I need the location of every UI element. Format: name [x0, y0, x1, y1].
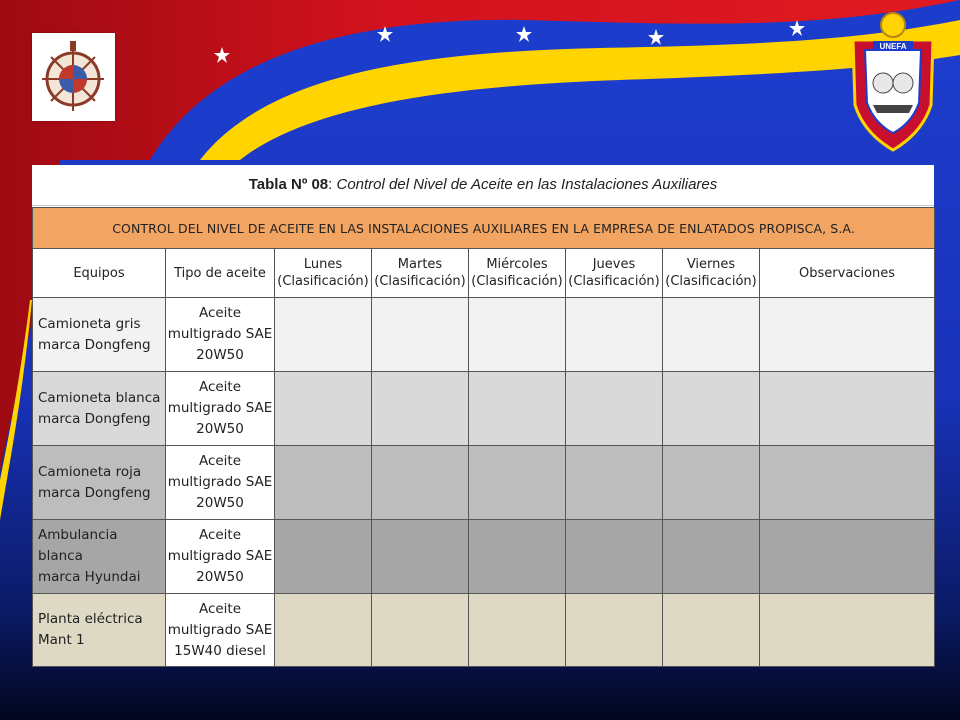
cell-equipo	[33, 446, 166, 520]
cell-equipo	[33, 594, 166, 667]
header-equipos: Equipos	[33, 249, 166, 298]
unefa-logo-text: UNEFA	[879, 42, 907, 51]
table-row	[33, 446, 935, 520]
crest-icon	[32, 33, 115, 121]
aceite-line: Aceite	[198, 600, 242, 617]
header-viernes-clasificacion: (Clasificación)	[665, 274, 757, 289]
cell-equipo	[33, 372, 166, 446]
header-jueves-clasificacion: (Clasificación)	[568, 274, 660, 289]
cell-observaciones	[760, 298, 935, 372]
cell-lunes	[275, 520, 372, 594]
cell-miercoles	[469, 594, 566, 667]
equipo-line: Mant 1	[38, 632, 85, 648]
table-row	[33, 298, 935, 372]
equipo-line: Camioneta gris	[38, 315, 141, 332]
cell-observaciones	[760, 594, 935, 667]
table-row	[33, 372, 935, 446]
table-caption	[32, 165, 934, 206]
cell-aceite	[166, 298, 275, 372]
aceite-line: multigrado SAE	[167, 548, 273, 564]
equipo-line: Camioneta blanca	[38, 389, 161, 406]
equipo-line: Ambulancia blanca	[38, 527, 118, 564]
cell-equipo	[33, 298, 166, 372]
caption-number: Tabla Nº 08	[248, 176, 329, 193]
cell-martes	[372, 298, 469, 372]
aceite-line: 20W50	[196, 421, 244, 437]
cell-observaciones	[760, 372, 935, 446]
header-jueves	[566, 249, 663, 298]
header-lunes-day: Lunes	[303, 257, 343, 272]
header-viernes	[663, 249, 760, 298]
header-miercoles	[469, 249, 566, 298]
cell-lunes	[275, 298, 372, 372]
cell-martes	[372, 594, 469, 667]
cell-viernes	[663, 446, 760, 520]
cell-miercoles	[469, 520, 566, 594]
cell-aceite	[166, 446, 275, 520]
equipo-line: marca Dongfeng	[38, 410, 151, 427]
table-title: CONTROL DEL NIVEL DE ACEITE EN LAS INSTALACIONES AUXILIARES EN LA EMPRESA DE ENLATADOS PROPISCA, S.A.	[33, 208, 935, 249]
cell-martes	[372, 520, 469, 594]
cell-martes	[372, 372, 469, 446]
aceite-line: 20W50	[196, 495, 244, 511]
cell-martes	[372, 446, 469, 520]
aceite-line: 15W40 diesel	[174, 642, 266, 659]
cell-jueves	[566, 446, 663, 520]
table-row	[33, 520, 935, 594]
equipo-line: marca Dongfeng	[38, 336, 151, 353]
oil-control-table	[32, 207, 935, 667]
cell-jueves	[566, 372, 663, 446]
aceite-line: Aceite	[198, 379, 242, 395]
cell-viernes	[663, 520, 760, 594]
header-tipo-aceite: Tipo de aceite	[166, 249, 275, 298]
aceite-line: Aceite	[198, 527, 242, 543]
table-row	[33, 594, 935, 667]
cell-viernes	[663, 298, 760, 372]
cell-lunes	[275, 446, 372, 520]
institution-logo-left	[32, 33, 115, 121]
aceite-line: 20W50	[196, 569, 244, 585]
aceite-line: 20W50	[196, 347, 244, 363]
cell-equipo	[33, 520, 166, 594]
equipo-line: Camioneta roja	[38, 463, 142, 480]
cell-aceite	[166, 594, 275, 667]
equipo-line: Planta eléctrica	[38, 611, 143, 627]
caption-separator: :	[328, 176, 337, 193]
cell-lunes	[275, 594, 372, 667]
cell-viernes	[663, 594, 760, 667]
caption-title: Control del Nivel de Aceite en las Instalaciones Auxiliares	[336, 176, 718, 193]
aceite-line: multigrado SAE	[167, 621, 273, 638]
cell-jueves	[566, 520, 663, 594]
aceite-line: multigrado SAE	[167, 474, 273, 490]
cell-observaciones	[760, 520, 935, 594]
cell-lunes	[275, 372, 372, 446]
header-martes	[372, 249, 469, 298]
table-sheet	[32, 165, 934, 665]
cell-aceite	[166, 372, 275, 446]
equipo-line: marca Dongfeng	[38, 484, 151, 501]
aceite-line: Aceite	[198, 305, 242, 321]
cell-aceite	[166, 520, 275, 594]
aceite-line: multigrado SAE	[167, 400, 273, 416]
equipo-line: marca Hyundai	[38, 569, 141, 585]
cell-miercoles	[469, 298, 566, 372]
cell-jueves	[566, 594, 663, 667]
header-martes-day: Martes	[397, 257, 443, 272]
unefa-logo	[843, 5, 943, 155]
header-miercoles-clasificacion: (Clasificación)	[471, 274, 563, 289]
header-observaciones: Observaciones	[760, 249, 935, 298]
cell-observaciones	[760, 446, 935, 520]
header-lunes-clasificacion: (Clasificación)	[277, 274, 369, 289]
header-jueves-day: Jueves	[592, 257, 636, 272]
aceite-line: multigrado SAE	[167, 326, 273, 342]
header-lunes	[275, 249, 372, 298]
header-martes-clasificacion: (Clasificación)	[374, 274, 466, 289]
aceite-line: Aceite	[198, 453, 242, 469]
cell-miercoles	[469, 372, 566, 446]
unefa-shield-icon	[843, 5, 943, 155]
header-viernes-day: Viernes	[686, 257, 736, 272]
cell-miercoles	[469, 446, 566, 520]
header-miercoles-day: Miércoles	[486, 257, 548, 272]
cell-jueves	[566, 298, 663, 372]
cell-viernes	[663, 372, 760, 446]
